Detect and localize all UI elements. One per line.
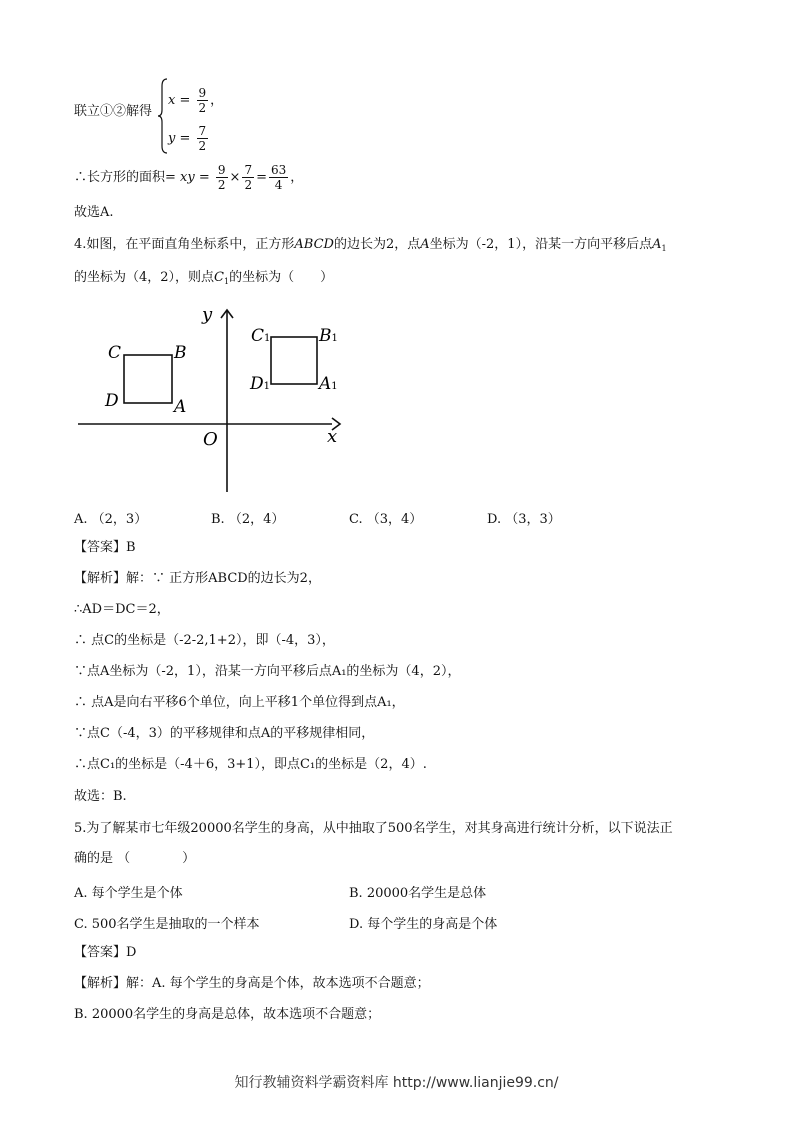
q5-answer: 【答案】D <box>74 945 137 960</box>
q4-answer: 【答案】B <box>74 540 136 555</box>
coordinate-figure <box>70 300 360 500</box>
q5-analysis-line: 【解析】解：A. 每个学生的身高是个体，故本选项不合题意； <box>74 976 430 991</box>
q4-analysis-line: ∴ 点C的坐标是（-2-2,1+2），即（-4，3）， <box>74 633 335 648</box>
area-line: ∴长方形的面积= xy = $\frac{9}{2}$ × $\frac{7}{2}$ = $\frac{63}{4}$ ， <box>74 163 304 192</box>
q5-option-c: C. 500名学生是抽取的一个样本 <box>74 917 260 932</box>
q4-line1: 4.如图，在平面直角坐标系中，正方形ABCD的边长为2，点A坐标为（-2，1），沿某一方向平移后点$A_1$ <box>74 237 667 253</box>
q5-option-b: B. 20000名学生是总体 <box>349 886 487 901</box>
x-axis-label: x <box>327 426 338 447</box>
q4-analysis-line: 故选：B. <box>74 789 127 804</box>
q4-analysis-line: ∴点C₁的坐标是（-4＋6，3+1），即点C₁的坐标是（2，4）. <box>74 757 427 772</box>
q5-line2: 确的是 （ ） <box>74 851 196 866</box>
label-b1: B1 <box>319 326 338 346</box>
q4-option-b: B. （2，4） <box>211 512 285 527</box>
lianli-text: 联立①②解得 <box>74 104 153 119</box>
choose-a-line: 故选A. <box>74 205 114 220</box>
q4-option-a: A. （2，3） <box>74 512 148 527</box>
label-b: B <box>174 343 187 363</box>
label-d: D <box>105 391 119 411</box>
q5-option-a: A. 每个学生是个体 <box>74 886 183 901</box>
origin-label: O <box>203 429 218 450</box>
q4-analysis-line: ∴ 点A是向右平移6个单位，向上平移1个单位得到点A₁， <box>74 695 405 710</box>
y-axis-label: y <box>202 304 213 325</box>
q4-analysis-line: ∴AD＝DC＝2， <box>74 602 170 617</box>
label-d1: D1 <box>250 374 271 394</box>
label-c: C <box>108 343 122 363</box>
q4-option-c: C. （3，4） <box>349 512 423 527</box>
q4-option-d: D. （3，3） <box>487 512 561 527</box>
q4-analysis-line: ∵点A坐标为（-2，1），沿某一方向平移后点A₁的坐标为（4，2）， <box>74 664 461 679</box>
y-solution: y = $\frac{7}{2}$ <box>168 124 207 153</box>
left-brace-icon <box>158 78 168 154</box>
q4-analysis-line: 【解析】解：∵ 正方形ABCD的边长为2， <box>74 571 321 586</box>
label-c1: C1 <box>251 326 271 346</box>
q4-line2: 的坐标为（4，2），则点$C_1$的坐标为（ ） <box>74 270 334 286</box>
q5-analysis-line: B. 20000名学生的身高是总体，故本选项不合题意； <box>74 1007 381 1022</box>
q5-option-d: D. 每个学生的身高是个体 <box>349 917 498 932</box>
y-fraction: $\frac{7}{2}$ <box>198 124 207 153</box>
square-abcd <box>124 355 172 403</box>
square-a1b1c1d1 <box>271 337 317 384</box>
q5-line1: 5.为了解某市七年级20000名学生的身高，从中抽取了500名学生，对其身高进行统计分析，以下说法正 <box>74 821 673 836</box>
q4-analysis-line: ∵点C（-4，3）的平移规律和点A的平移规律相同， <box>74 726 375 741</box>
footer-watermark: 知行教辅资料学霸资料库 http://www.lianjie99.cn/ <box>234 1075 559 1091</box>
label-a: A <box>174 397 187 417</box>
x-solution: x = $\frac{9}{2}$ ， <box>168 86 224 115</box>
label-a1: A1 <box>319 374 338 394</box>
x-fraction: $\frac{9}{2}$ <box>198 86 207 115</box>
